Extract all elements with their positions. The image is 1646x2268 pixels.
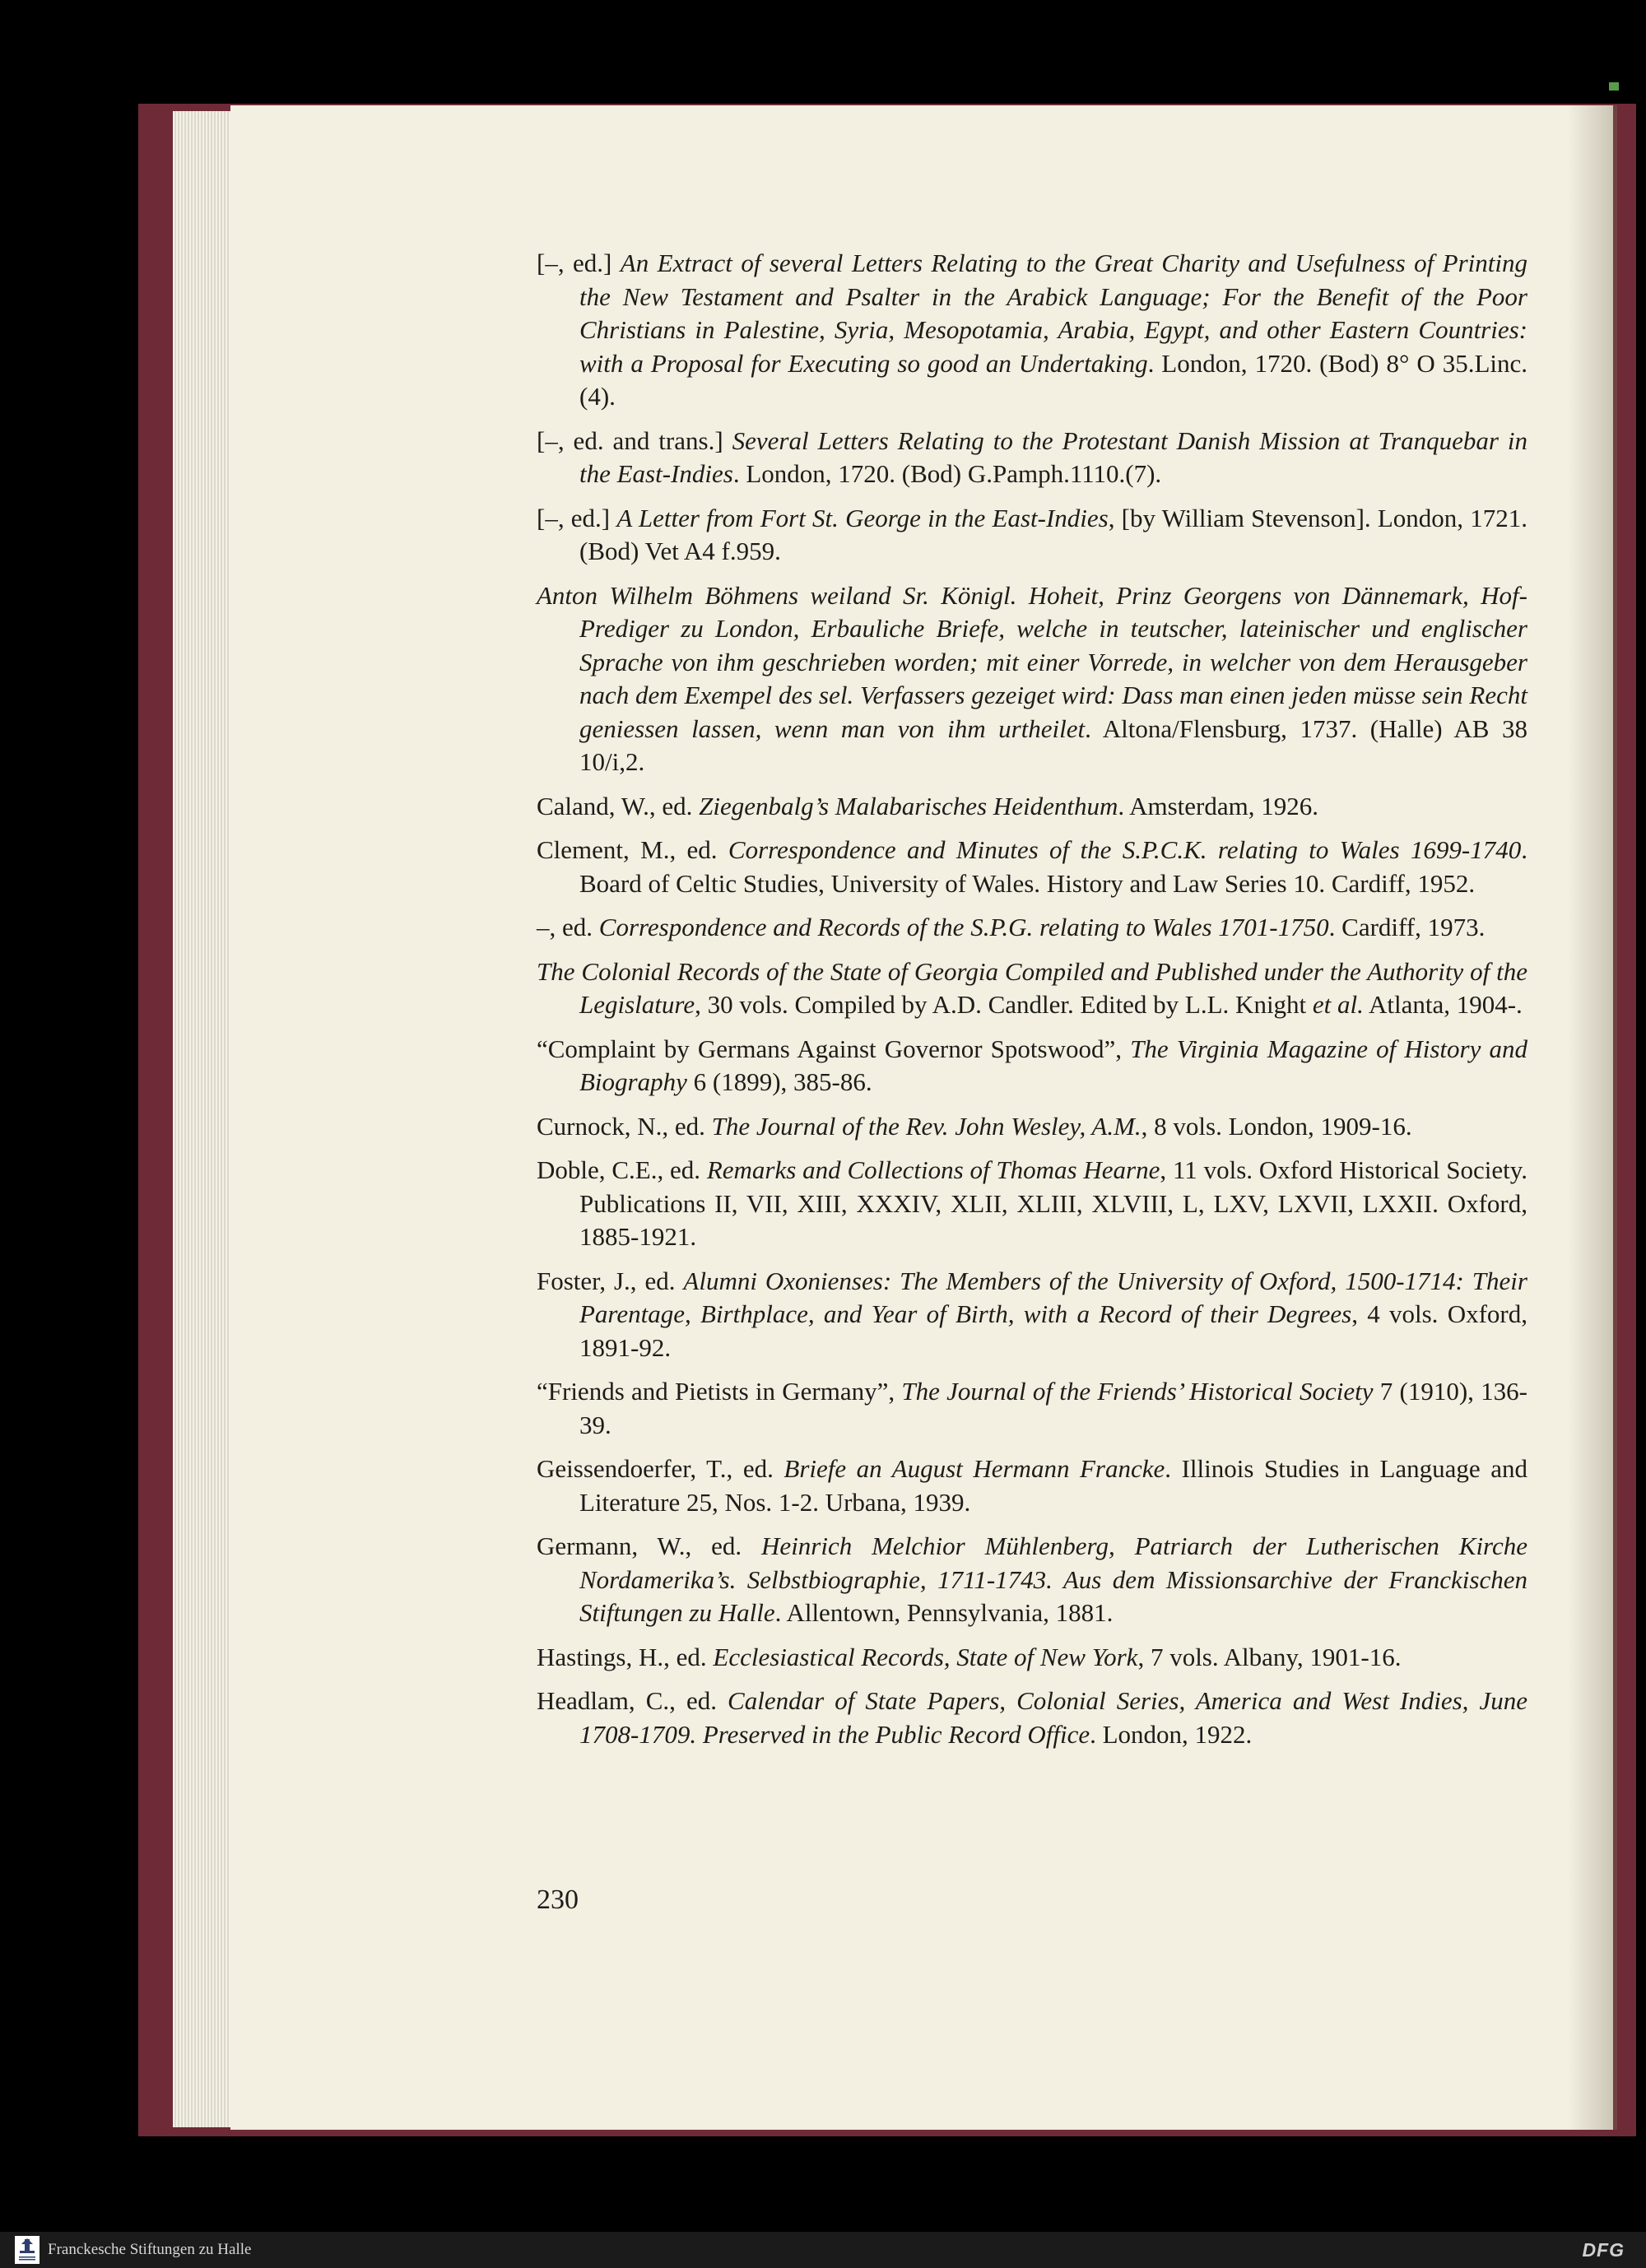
bibliography-entry (537, 955, 1527, 1022)
bibliography-entry (537, 1033, 1527, 1099)
entry-title: Correspondence and Minutes of the S.P.C.K. relating to Wales 1699-1740 (728, 835, 1522, 864)
entry-title: An Extract of several Letters Relating to the Great Charity and Usefulness of Printing the New Testament and Psalter in the Arabick Language; For the Benefit of the Poor Christians in Palestine, Syria, Mesopotamia, Arabia, Egypt, and other Eastern Countries: with a Proposal for Executing so good an Undertaking (579, 249, 1528, 378)
bibliography-entry (537, 1641, 1527, 1675)
entry-text: [–, ed. and trans.] (537, 425, 732, 455)
entry-text: . Allentown, Pennsylvania, 1881. (774, 1598, 1114, 1627)
entry-text: . Illinois Studies in Language and Literature 25, Nos. 1-2. Urbana, 1939. (579, 1454, 1527, 1517)
bibliography-entry (537, 911, 1527, 945)
bibliography-entry (537, 579, 1527, 779)
entry-title: Several Letters Relating to the Protestant Danish Mission at Tranquebar in the East-Indies (579, 425, 1527, 488)
franckesche-stiftungen-logo-icon[interactable] (15, 2236, 40, 2264)
bibliography-entry (537, 1530, 1527, 1630)
entry-title: Ecclesiastical Records, State of New York (713, 1642, 1138, 1671)
entry-text: . London, 1720. (Bod) 8° O 35.Linc.(4). (579, 348, 1527, 411)
entry-text: Hastings, H., ed. (537, 1642, 714, 1671)
entry-text: 7 (1910), 136-39. (579, 1377, 1527, 1439)
entry-text: [–, ed.] (537, 503, 617, 532)
spine-shadow (1568, 105, 1617, 2130)
entry-title: A Letter from Fort St. George in the East-Indies (616, 503, 1109, 532)
bibliography-entry (537, 1685, 1527, 1751)
entry-text: Foster, J., ed. (537, 1266, 684, 1295)
entry-title: Alumni Oxonienses: The Members of the University of Oxford, 1500-1714: Their Parentage, Birthplace, and Year of Birth, with a Record of their Degrees (579, 1266, 1527, 1328)
bibliography-entry (537, 247, 1527, 414)
entry-text: , [by William Stevenson]. London, 1721. (Bod) Vet A4 f.959. (579, 503, 1527, 565)
entry-text: Germann, W., ed. (537, 1531, 762, 1560)
entry-text: [–, ed.] (537, 249, 621, 277)
bibliography-entry (537, 1452, 1527, 1519)
bibliography-entry (537, 502, 1527, 569)
entry-title: Remarks and Collections of Thomas Hearne (706, 1155, 1160, 1184)
entry-title: The Journal of the Friends’ Historical Society (901, 1377, 1374, 1406)
entry-text: Curnock, N., ed. (537, 1111, 712, 1141)
entry-text: Doble, C.E., ed. (537, 1155, 707, 1184)
bibliography-entry (537, 1154, 1527, 1254)
entry-title: Calendar of State Papers, Colonial Series, America and West Indies, June 1708-1709. Preserved in the Public Record Office (579, 1686, 1527, 1749)
entry-text: . Cardiff, 1973. (1328, 913, 1486, 941)
viewer-footer (0, 2232, 1646, 2268)
entry-text: . London, 1922. (1090, 1719, 1253, 1749)
bookmark-thread (1609, 82, 1619, 91)
entry-text: Headlam, C., ed. (537, 1686, 728, 1715)
entry-text: , 8 vols. London, 1909-16. (1141, 1111, 1412, 1141)
bibliography-entry (537, 1110, 1527, 1144)
entry-text: “Friends and Pietists in Germany”, (537, 1377, 902, 1406)
bibliography-entry (537, 1265, 1527, 1365)
entry-text: 6 (1899), 385-86. (686, 1067, 872, 1096)
page-edges (173, 111, 230, 2127)
entry-text: . Altona/Flensburg, 1737. (Halle) AB 38 10/i,2. (579, 713, 1527, 776)
bibliography-entry (537, 425, 1527, 491)
entry-title: Heinrich Melchior Mühlenberg, Patriarch der Lutherischen Kirche Nordamerika’s. Selbstbiographie, 1711-1743. Aus dem Missionsarchive der Franckischen Stiftungen zu Halle (579, 1531, 1527, 1627)
entry-title: Ziegenbalg’s Malabarisches Heidenthum (699, 791, 1118, 820)
entry-title: Briefe an August Hermann Francke (783, 1454, 1165, 1483)
entry-text: Atlanta, 1904-. (1363, 990, 1523, 1019)
bibliography-entry (537, 790, 1527, 824)
entry-title: Correspondence and Records of the S.P.G. relating to Wales 1701-1750 (598, 913, 1329, 941)
bibliography-list (537, 247, 1527, 1762)
entry-title: Anton Wilhelm Böhmens weiland Sr. Königl. Hoheit, Prinz Georgens von Dännemark, Hof-Prediger zu London, Erbauliche Briefe, welche in teutscher, lateinischer und englischer Sprache von ihm geschrieben worden; mit einer Vorrede, in welcher von dem Herausgeber nach dem Exempel des sel. Verfassers gezeiget wird: Dass man einen jeden müsse sein Recht geniessen lassen, wenn man von ihm urtheilet (537, 580, 1527, 743)
entry-text: Caland, W., ed. (537, 791, 700, 820)
entry-text: , 4 vols. Oxford, 1891-92. (579, 1299, 1527, 1362)
institution-name[interactable]: Franckesche Stiftungen zu Halle (48, 2241, 252, 2258)
entry-text: Geissendoerfer, T., ed. (537, 1454, 784, 1483)
bibliography-entry (537, 1375, 1527, 1442)
entry-text: , 11 vols. Oxford Historical Society. Publications II, VII, XIII, XXXIV, XLII, XLIII, XLVIII, L, LXV, LXVII, LXXII. Oxford, 1885-1921. (579, 1155, 1527, 1251)
entry-text: . Board of Celtic Studies, University of Wales. History and Law Series 10. Cardiff, 1952. (579, 835, 1527, 898)
entry-title: The Journal of the Rev. John Wesley, A.M. (711, 1111, 1142, 1141)
entry-title: et al. (1312, 990, 1364, 1019)
entry-text: “Complaint by Germans Against Governor Spotswood”, (537, 1034, 1131, 1063)
page-number: 230 (537, 1885, 579, 1915)
entry-text: Clement, M., ed. (537, 835, 728, 864)
entry-text: , 30 vols. Compiled by A.D. Candler. Edited by L.L. Knight (695, 990, 1313, 1019)
entry-title: The Colonial Records of the State of Georgia Compiled and Published under the Authority of the Legislature (537, 956, 1527, 1019)
entry-text: . London, 1720. (Bod) G.Pamph.1110.(7). (732, 459, 1162, 488)
bibliography-entry (537, 834, 1527, 900)
dfg-logo[interactable]: DFG (1582, 2239, 1625, 2261)
entry-text: . Amsterdam, 1926. (1118, 791, 1318, 820)
entry-text: –, ed. (537, 913, 599, 941)
entry-title: The Virginia Magazine of History and Biography (579, 1034, 1527, 1096)
entry-text: , 7 vols. Albany, 1901-16. (1137, 1642, 1402, 1671)
